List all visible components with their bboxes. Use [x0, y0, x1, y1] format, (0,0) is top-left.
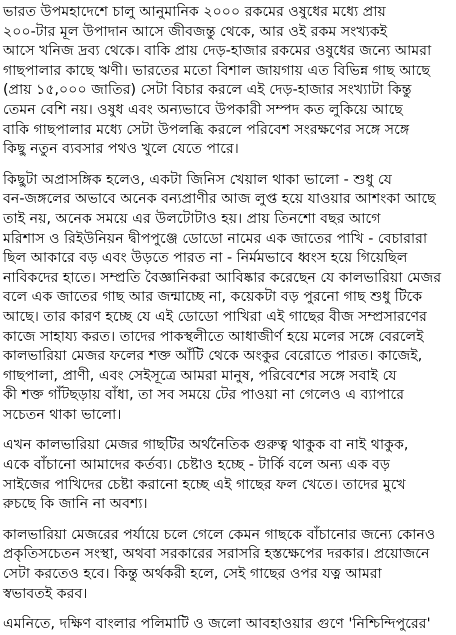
text-line: আছে। তার কারণ হচ্ছে যে এই ডোডো পাখিরা এই গাছের বীজ সম্প্রসারণের [3, 308, 427, 325]
text-line: ভারত উপমহাদেশে চালু আনুমানিক ২০০০ রকমের ওষুধের মধ্যে প্রায় [3, 4, 386, 20]
text-line: কী শক্ত গাঁটছড়ায় বাঁধা, তা সব সময়ে টের পাওয়া না গেলেও এ ব্যাপারে [3, 387, 405, 404]
text-line: (প্রায় ১৫,০০০ জাতির) সেটা বিচার করলে এই দেড়-হাজার সংখ্যাটা কিন্তু [3, 82, 412, 99]
text-line: কাজে সাহায্য করত। তাদের পাকস্থলীতে আধাজীর্ণ হয়ে মলের সঙ্গে বেরলেই [3, 328, 424, 345]
text-line: প্রকৃতিসচেতন সংস্থা, অথবা সরকারের সরাসরি হস্তক্ষেপের দরকার। প্রয়োজনে [3, 546, 430, 563]
text-line: কালভারিয়া মেজর ফলের শক্ত আঁটি থেকে অংকুর বেরোতে পারত। কাজেই, [3, 348, 423, 365]
paragraph-3 [3, 436, 455, 514]
text-line: বলে এক জাতের গাছ আর জন্মাচ্ছে না, কয়েকটা বড় পুরনো গাছ শুধু টিকে [3, 289, 423, 306]
text-line: ছিল আকারে বড় এবং উড়তে পারত না - নির্মমভাবে ধ্বংস হয়ে গিয়েছিল [3, 250, 408, 267]
text-line: আসে খনিজ দ্রব্য থেকে। বাকি প্রায় দেড়-হাজার রকমের ওষুধের জন্যে আমরা [3, 43, 432, 60]
text-line: সচেতন থাকা ভালো। [3, 406, 122, 423]
text-line: বন-জঙ্গলের অভাবে অনেক বন্যপ্রাণীর আজ লুপ্ত হয়ে যাওয়ার আশংকা আছে [3, 191, 436, 208]
text-line: তেমন বেশি নয়। ওষুধ এবং অন্যভাবে উপকারী সম্পদ কত লুকিয়ে আছে [3, 101, 403, 118]
text-line: কিছুটা অপ্রাসঙ্গিক হলেও, একটা জিনিস খেয়াল থাকা ভালো - শুধু যে [3, 171, 392, 188]
text-line: গাছপালার কাছে ঋণী। ভারতের মতো বিশাল জায়গায় এত বিভিন্ন গাছ আছে [3, 62, 431, 79]
text-line: স্বভাবতই করব। [3, 585, 88, 602]
text-line: এমনিতে, দক্ষিণ বাংলার পলিমাটি ও জলো আবহাওয়ার গুণে 'নিশ্চিন্দিপুরের' [3, 616, 431, 633]
text-line: তাই নয়, অনেক সময়ে এর উলটোটাও হয়। প্রায় তিনশো বছর আগে [3, 210, 381, 227]
text-line: মরিশাস ও রিইউনিয়ন দ্বীপপুঞ্জে ডোডো নামের এক জাতের পাখি - বেচারারা [3, 230, 428, 247]
text-line: নাবিকদের হাতে। সম্প্রতি বৈজ্ঞানিকরা আবিষ্কার করেছেন যে কালভারিয়া মেজর [3, 269, 442, 286]
paragraph-5 [3, 615, 455, 635]
paragraph-1 [3, 3, 455, 160]
text-line: কিছু নতুন ব্যবসার পথও খুলে যেতে পারে। [3, 141, 239, 158]
text-line: একে বাঁচানো আমাদের কর্তব্য। চেষ্টাও হচ্ছে - টার্কি বলে অন্য এক বড় [3, 457, 391, 474]
text-line: ২০০-টার মূল উপাদান আসে জীবজন্তু থেকে, আর ওই রকম সংখ্যকই [3, 23, 388, 40]
text-line: রুচছে কি জানি না অবশ্য। [3, 496, 148, 513]
paragraph-2 [3, 171, 455, 426]
text-line: গাছপালা, প্রাণী, এবং সেইসূত্রে আমরা মানুষ, পরিবেশের সঙ্গে সবাই যে [3, 367, 397, 384]
paragraph-4 [3, 526, 455, 604]
text-line: সেটা করতেও হবে। কিন্তু অর্থকরী হলে, সেই গাছের ওপর যত্ন আমরা [3, 566, 382, 583]
text-line: বাকি গাছপালার মধ্যে সেটা উপলব্ধি করলে পরিবেশ সংরক্ষণের সঙ্গে সঙ্গে [3, 121, 410, 138]
text-line: এখন কালভারিয়া মেজর গাছটির অর্থনৈতিক গুরুত্ব থাকুক বা নাই থাকুক, [3, 437, 409, 454]
document-page [3, 3, 455, 633]
text-line: কালভারিয়া মেজরের পর্যায়ে চলে গেলে কেমন গাছকে বাঁচানোর জন্যে কোনও [3, 526, 436, 543]
text-line: সাইজের পাখিদের চেষ্টা করানো হচ্ছে এই গাছের ফল খেতে। তাদের মুখে [3, 476, 406, 493]
